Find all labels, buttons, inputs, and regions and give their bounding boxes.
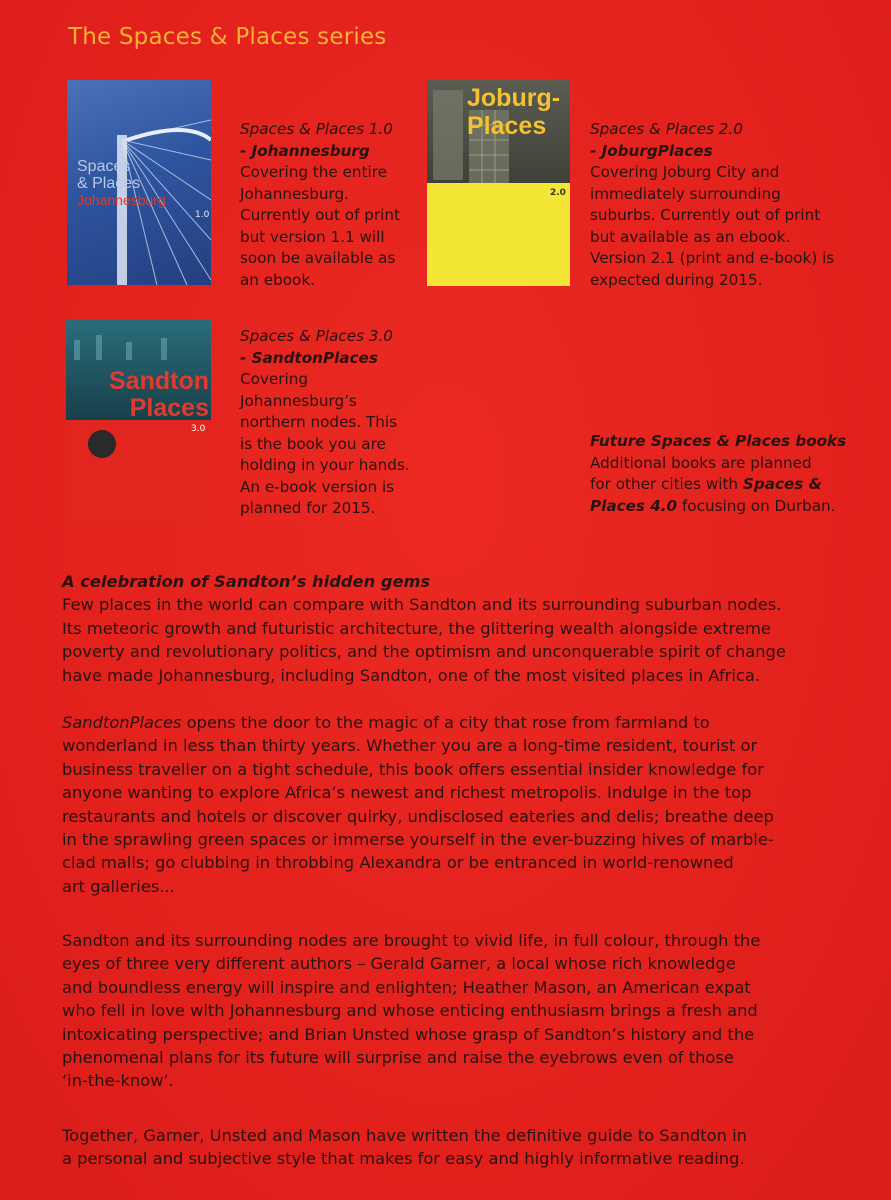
book-2-desc-line: Version 2.1 (print and e-book) is: [590, 249, 835, 267]
book-3-desc-line: is the book you are: [240, 434, 386, 453]
book-cover-1: [67, 80, 211, 285]
paragraph-line: phenomenal plans for its future will surprise and raise the eyebrows even of those: [62, 1048, 734, 1068]
paragraph-line: art galleries...: [62, 876, 175, 896]
paragraph-line: clad malls; go clubbing in throbbing Alexandra or be entranced in world-renowned: [62, 853, 734, 873]
book-1-desc-line: an ebook.: [240, 270, 315, 289]
book-2-desc-line: suburbs. Currently out of print: [590, 206, 821, 224]
book-3-desc-line: Johannesburg’s: [240, 391, 357, 410]
book-1-desc-line: Currently out of print: [240, 206, 400, 224]
paragraph-line: eyes of three very different authors – Gerald Garner, a local whose rich knowledge: [62, 954, 736, 974]
paragraph-line: Few places in the world can compare with Sandton and its surrounding suburban nodes.: [62, 595, 782, 615]
body-heading: A celebration of Sandton’s hidden gems: [62, 572, 431, 591]
cover-2-title: Joburg- Places: [467, 84, 561, 140]
paragraph-line: restaurants and hotels or discover quirky, undisclosed eateries and delis; breathe deep: [62, 806, 774, 826]
book-2-desc-line: immediately surrounding: [590, 184, 781, 203]
cover-2-number: 2.0: [550, 188, 566, 198]
future-line: Additional books are planned: [590, 453, 812, 472]
book-1-desc-line: but version 1.1 will: [240, 227, 385, 246]
paragraph-line: Sandton and its surrounding nodes are brought to vivid life, in full colour, through the: [62, 931, 761, 950]
body-section-3: [62, 929, 842, 1093]
cover-3-badge: [88, 430, 116, 458]
paragraph-line: business traveller on a tight schedule, this book offers essential insider knowledge for: [62, 759, 764, 779]
cover-1-city: Johannesburg: [77, 192, 166, 208]
book-3-desc-line: northern nodes. This: [240, 413, 398, 431]
future-books: [590, 431, 860, 517]
paragraph-line: a personal and subjective style that makes for easy and highly informative reading.: [62, 1149, 745, 1169]
book-2-desc-line: expected during 2015.: [590, 270, 763, 289]
book-entry-1: [240, 119, 420, 291]
paragraph-line: Its meteoric growth and futuristic architecture, the glittering wealth alongside extreme: [62, 618, 771, 638]
cover-1-title: Spaces & Places: [77, 158, 141, 192]
book-3-desc-line: An e-book version is: [240, 477, 395, 496]
book-1-subtitle: - Johannesburg: [240, 141, 370, 160]
paragraph-line: SandtonPlaces opens the door to the magic of a city that rose from farmland to: [62, 713, 710, 732]
book-cover-2: [427, 80, 570, 286]
book-2-title: Spaces & Places 2.0: [590, 120, 743, 138]
paragraph-line: in the sprawling green spaces or immerse yourself in the ever-buzzing hives of marble-: [62, 830, 774, 850]
book-2-desc-line: Covering Joburg City and: [590, 163, 780, 181]
paragraph-line: poverty and revolutionary politics, and the optimism and unconquerable spirit of change: [62, 642, 786, 662]
paragraph-line: wonderland in less than thirty years. Whether you are a long-time resident, tourist or: [62, 736, 758, 756]
book-3-title: Spaces & Places 3.0: [240, 327, 393, 345]
paragraph-line: have made Johannesburg, including Sandton, one of the most visited places in Africa.: [62, 665, 760, 685]
paragraph-line: intoxicating perspective; and Brian Unsted whose grasp of Sandton’s history and the: [62, 1024, 755, 1044]
paragraph-line: anyone wanting to explore Africa’s newest and richest metropolis. Indulge in the top: [62, 783, 752, 803]
book-3-desc-line: holding in your hands.: [240, 456, 410, 474]
body-section-2: [62, 711, 842, 898]
book-3-desc-line: Covering: [240, 370, 308, 388]
book-3-desc-line: planned for 2015.: [240, 499, 376, 517]
book-1-desc-line: Johannesburg.: [240, 184, 349, 203]
future-title: Future Spaces & Places books: [590, 432, 847, 450]
body-section-1: [62, 570, 842, 687]
book-1-title: Spaces & Places 1.0: [240, 120, 393, 138]
body-section-4: [62, 1124, 842, 1171]
paragraph-line: Together, Garner, Unsted and Mason have written the definitive guide to Sandton in: [62, 1126, 747, 1145]
paragraph-line: and boundless energy will inspire and enlighten; Heather Mason, an American expat: [62, 977, 751, 997]
book-2-desc-line: but available as an ebook.: [590, 227, 791, 246]
cover-3-number: 3.0: [191, 424, 206, 434]
series-title: The Spaces & Places series: [68, 24, 387, 50]
book-entry-3: [240, 326, 430, 520]
book-entry-2: [590, 119, 860, 291]
future-line: Places 4.0 focusing on Durban.: [590, 496, 836, 515]
book-2-subtitle: - JoburgPlaces: [590, 141, 713, 160]
book-3-subtitle: - SandtonPlaces: [240, 348, 378, 367]
book-cover-3: [66, 320, 211, 526]
future-line: for other cities with Spaces &: [590, 475, 822, 493]
cover-3-title: Sandton Places: [109, 367, 209, 422]
cover-1-number: 1.0: [195, 210, 210, 220]
book-1-desc-line: soon be available as: [240, 249, 396, 267]
paragraph-line: ‘in-the-know’.: [62, 1071, 174, 1091]
paragraph-line: who fell in love with Johannesburg and whose enticing enthusiasm brings a fresh and: [62, 1001, 758, 1021]
book-1-desc-line: Covering the entire: [240, 163, 387, 181]
